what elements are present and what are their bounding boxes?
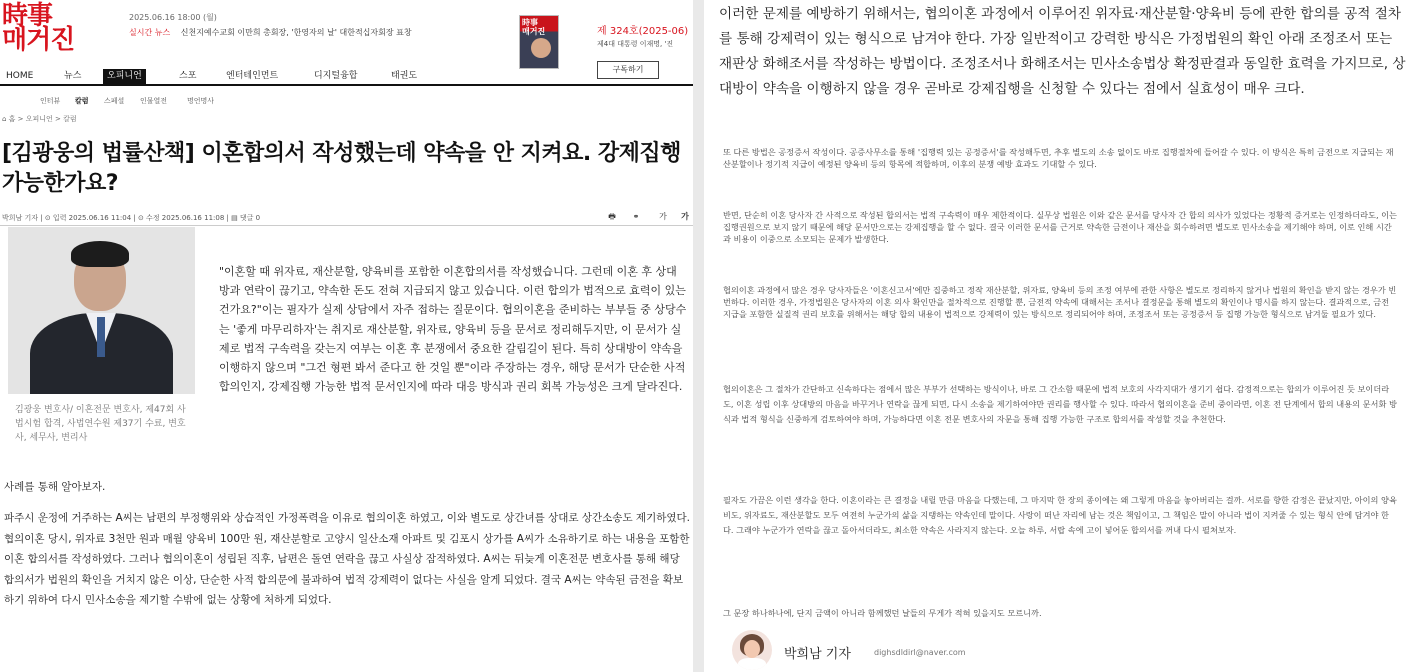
- news-ticker[interactable]: [129, 27, 412, 38]
- ticker-label: 실시간 뉴스: [129, 28, 171, 37]
- nav-item-digital[interactable]: 디지털융합: [314, 71, 358, 81]
- article-paragraph-private-agreement: 반면, 단순히 이혼 당사자 간 사적으로 작성된 합의서는 법적 구속력이 매우 제한적이다. 실무상 법원은 이와 같은 문서를 당사자 간 합의 의사가 있었다는 정황적 증거로는 인정하더라도, 이는 집행권원으로 보지 않기 때문에 해당 문서만으로는 강제집행을 할 수 없다. 결국 이러한 문서를 근거로 약속한 금전이나 재산을 회수하려면 별도로 민사소송을 제기해야 하며, 이로 인해 시간과 비용이 이중으로 소모되는 문제가 발생한다.: [723, 210, 1397, 244]
- avatar-face: [744, 640, 760, 658]
- article-paragraph-reflection: 필자도 가끔은 이런 생각을 한다. 이혼이라는 큰 결정을 내릴 만큼 마음을 다했는데, 그 마지막 한 장의 종이에는 왜 그렇게 마음을 놓아버리는 걸까. 서로를 향한 감정은 끝났지만, 아이의 양육비도, 위자료도, 재산분할도 모두 여전히 누군가의 삶을 지탱하는 약속인데 말이다. 사랑이 떠난 자리에 남는 것은 책임이고, 그 책임은 말이 아니라 법이 지켜줄 수 있는 형식 안에 담겨야 한다. 그래야 누군가가 연락을 끊고 돌아서더라도, 최소한 약속은 사라지지 않는다. 오늘 하루, 서랍 속에 고이 넣어둔 합의서를 꺼내 다시 펼쳐보자.: [723, 495, 1397, 535]
- avatar-body: [738, 658, 766, 670]
- article-meta: 박희남 기자 | ⊙ 입력 2025.06.16 11:04 | ⊙ 수정 2025.06.16 11:08 | ▤ 댓글 0: [2, 214, 261, 222]
- reporter-name[interactable]: 박희남 기자: [784, 647, 851, 662]
- site-logo[interactable]: [2, 3, 114, 55]
- article-page-left: [0, 0, 693, 672]
- article-paragraph-prevention: 이러한 문제를 예방하기 위해서는, 협의이혼 과정에서 이루어진 위자료·재산분할·양육비 등에 관한 합의를 공적 절차를 통해 강제력이 있는 형식으로 남겨야 한다. 가장 일반적이고 강력한 방식은 가정법원의 확인 아래 조정조서 또는 재판상 화해조서를 작성하는 방법이다. 조정조서나 화해조서는 민사소송법상 확정판결과 동일한 효력을 가지므로, 상대방이 약속을 이행하지 않을 경우 곧바로 강제집행을 신청할 수 있다는 점에서 실효성이 매우 크다.: [719, 6, 1406, 97]
- logo-line-2: 매거진: [2, 25, 75, 55]
- subscribe-button[interactable]: 구독하기: [597, 61, 659, 79]
- share-icon[interactable]: ⚭: [632, 212, 640, 221]
- article-paragraph-procedure: 협의이혼 과정에서 많은 경우 당사자들은 '이혼신고서'에만 집중하고 정작 재산분할, 위자료, 양육비 등의 조정 여부에 관한 사항은 별도로 정리하지 않거나 법원의 확인을 받지 않는 경우가 빈번하다. 이러한 경우, 가정법원은 당사자의 이혼 의사 확인만을 절차적으로 진행할 뿐, 금전적 약속에 대해서는 조서나 결정문을 통해 별도의 확인이나 명시를 하지 않는다. 결과적으로, 금전 지급을 포함한 실질적 권리 보호를 위해서는 해당 합의 내용이 법적으로 강제력이 있는 방식으로 정리되어야 하며, 조정조서 또는 공정증서 등 집행 가능한 형식으로 남겨둘 필요가 있다.: [723, 285, 1397, 319]
- author-photo[interactable]: [8, 227, 195, 394]
- photo-hair: [71, 241, 129, 267]
- nav-item-opinion[interactable]: 오피니언: [103, 69, 146, 84]
- font-smaller-button[interactable]: 가: [659, 212, 667, 221]
- main-nav: [0, 69, 693, 86]
- magazine-cover-title: 時事 매거진: [522, 18, 546, 36]
- reporter-email[interactable]: dighsdldirl@naver.com: [874, 648, 966, 657]
- reporter-avatar[interactable]: [732, 630, 772, 670]
- divider: [0, 225, 693, 226]
- print-icon[interactable]: 🖶: [608, 212, 616, 221]
- nav-item-home[interactable]: HOME: [6, 71, 34, 81]
- subnav-interview[interactable]: 인터뷰: [40, 97, 61, 105]
- subnav-quotes[interactable]: 명언명사: [187, 97, 215, 105]
- subnav-people[interactable]: 인물열전: [140, 97, 168, 105]
- nav-item-sports[interactable]: 스포: [179, 71, 197, 81]
- article-page-right: [704, 0, 1416, 672]
- breadcrumb[interactable]: ⌂ 홈 > 오피니언 > 칼럼: [2, 115, 77, 123]
- logo-line-1: 時事: [2, 1, 53, 31]
- header-date: 2025.06.16 18:00 (월): [129, 13, 217, 22]
- font-larger-button[interactable]: 가: [681, 212, 689, 221]
- magazine-cover-face: [531, 38, 551, 58]
- article-paragraph-notary: 또 다른 방법은 공정증서 작성이다. 공증사무소를 통해 '집행력 있는 공정증서'를 작성해두면, 추후 별도의 소송 없이도 바로 집행절차에 들어갈 수 있다. 이 방식은 특히 금전으로 지급되는 재산분할이나 정기적 지급이 예정된 양육비 등의 항목에 적합하며, 이후의 분쟁 예방 효과도 기대할 수 있다.: [723, 147, 1394, 169]
- nav-item-taekwondo[interactable]: 태권도: [391, 71, 418, 81]
- nav-item-entertainment[interactable]: 엔터테인먼트: [226, 71, 279, 81]
- article-paragraph-lead: 사례를 통해 알아보자.: [4, 481, 106, 493]
- subnav-column[interactable]: 칼럼: [75, 97, 89, 105]
- photo-caption: 김광웅 변호사/ 이혼전문 변호사, 제47회 사법시험 합격, 사법연수원 제37기 수료, 변호사, 세무사, 변리사: [15, 405, 186, 443]
- article-paragraph-case: 파주시 운정에 거주하는 A씨는 남편의 부정행위와 상습적인 가정폭력을 이유로 협의이혼 하였고, 이와 별도로 상간녀를 상대로 상간소송도 제기하였다. 협의이혼 당시, 위자료 3천만 원과 매월 양육비 100만 원, 재산분할로 고양시 일산소재 아파트 및 김포시 상가를 A씨가 소유하기로 하는 내용을 포함한 이혼 합의서를 작성하였다. 그러나 협의이혼이 성립된 직후, 남편은 돌연 연락을 끊고 사실상 잠적하였다. A씨는 뒤늦게 이혼전문 변호사를 통해 해당 합의서가 법원의 확인을 거치지 않은 이상, 단순한 사적 합의문에 불과하여 법적 강제력이 없다는 사실을 알게 되었다. 결국 A씨는 약속된 금전을 확보하기 위하여 다시 민사소송을 제기할 수밖에 없는 상황에 처하게 되었다.: [4, 512, 690, 606]
- issue-number[interactable]: 제 324호(2025-06): [597, 26, 689, 37]
- issue-headline[interactable]: 제4대 대통령 이재명, '진: [597, 40, 674, 48]
- nav-item-news[interactable]: 뉴스: [64, 71, 82, 81]
- article-lead-paragraph: "이혼할 때 위자료, 재산분할, 양육비를 포함한 이혼합의서를 작성했습니다. 그런데 이혼 후 상대방과 연락이 끊기고, 약속한 돈도 전혀 지급되지 않고 있습니다. 이런 합의가 법적으로 효력이 있는 건가요?"이는 필자가 실제 상담에서 자주 접하는 질문이다. 협의이혼을 준비하는 부부들 중 상당수는 '좋게 마무리하자'는 취지로 재산분할, 위자료, 양육비 등을 문서로 정리해두지만, 이 문서가 실제로 법적 구속력을 갖는지 여부는 이혼 후 분쟁에서 중요한 갈림길이 된다. 특히 상대방이 약속을 이행하지 않으며 "그건 형편 봐서 준다고 한 것일 뿐"이라 주장하는 경우, 해당 문서가 단순한 사적 합의인지, 강제집행 가능한 법적 문서인지에 따라 대응 방식과 권리 회복 가능성은 크게 달라진다.: [219, 265, 687, 394]
- article-paragraph-closing: 그 문장 하나하나에, 단지 금액이 아니라 함께했던 날들의 무게가 적혀 있을지도 모르니까.: [723, 608, 1042, 618]
- magazine-cover-thumbnail[interactable]: [519, 15, 559, 69]
- ticker-text[interactable]: 신천지예수교회 이만희 총회장, '한영자의 날' 대한적십자회장 표창: [180, 28, 412, 37]
- page-title: [김광웅의 법률산책] 이혼합의서 작성했는데 약속을 안 지켜요. 강제집행 가능한가요?: [2, 141, 681, 196]
- subnav-special[interactable]: 스페셜: [104, 97, 125, 105]
- article-paragraph-advice: 협의이혼은 그 절차가 간단하고 신속하다는 점에서 많은 부부가 선택하는 방식이나, 바로 그 간소함 때문에 법적 보호의 사각지대가 생기기 쉽다. 감정적으로는 합의가 이루어진 듯 보이더라도, 이혼 성립 이후 상대방의 마음을 바꾸거나 연락을 끊게 되면, 다시 소송을 제기하여야만 권리를 행사할 수 있다. 따라서 협의이혼을 준비 중이라면, 이혼 전 단계에서 합의 내용의 문서화 방식과 법적 형식을 신중하게 검토하여야 하며, 가능하다면 이혼 전문 변호사의 자문을 통해 집행 가능한 구조로 합의서를 작성할 것을 추천한다.: [723, 384, 1397, 424]
- photo-tie: [97, 317, 105, 357]
